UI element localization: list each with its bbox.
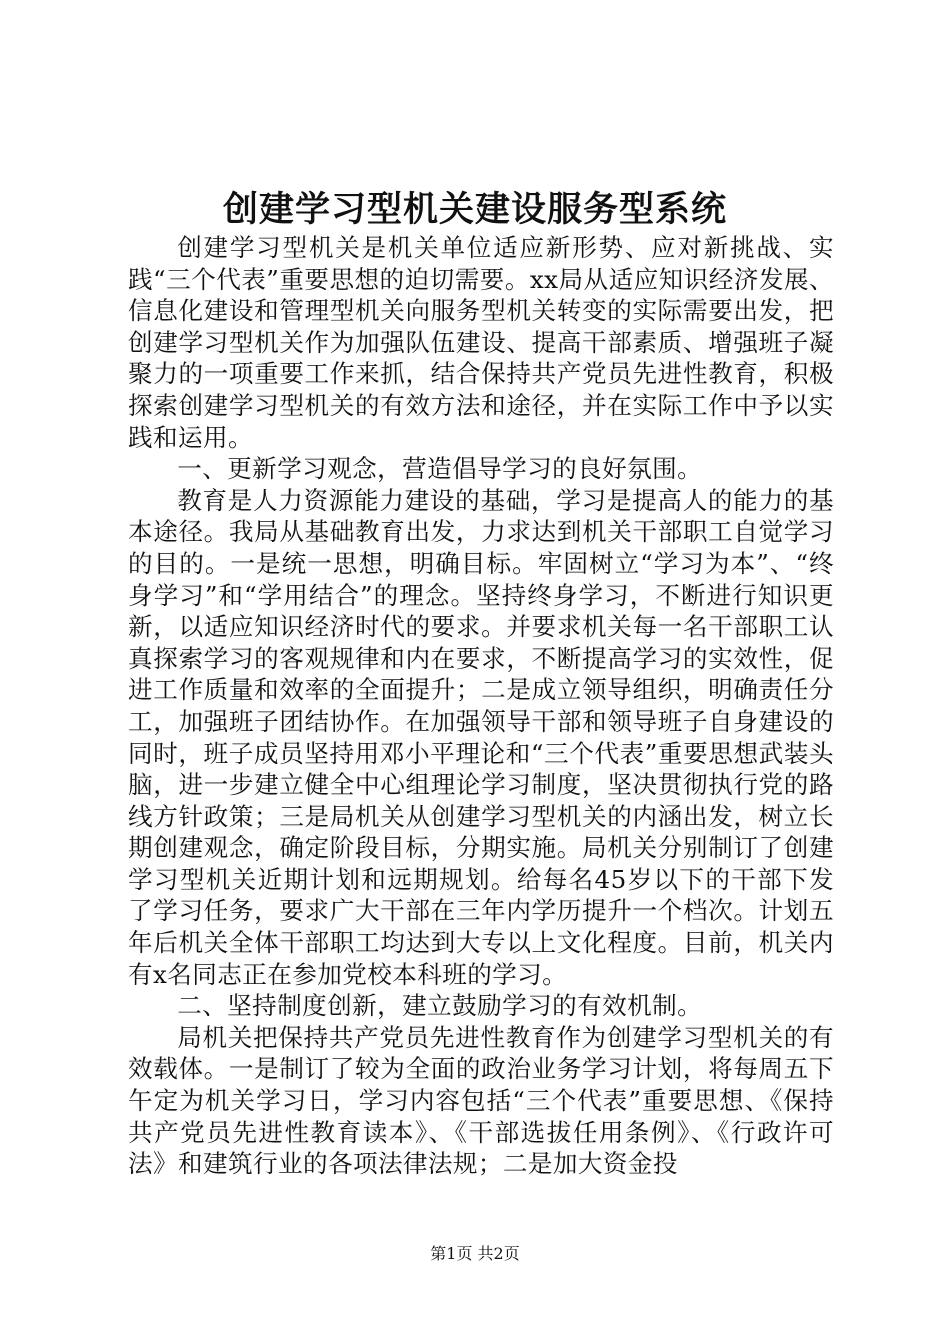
- paragraph-intro: 创建学习型机关是机关单位适应新形势、应对新挑战、实践“三个代表”重要思想的迫切需要。xx局从适应知识经济发展、信息化建设和管理型机关向服务型机关转变的实际需要出发，把创建学习型机关作为加强队伍建设、提高干部素质、增强班子凝聚力的一项重要工作来抓，结合保持共产党员先进性教育，积极探索创建学习型机关的有效方法和途径，并在实际工作中予以实践和运用。: [128, 233, 834, 452]
- paragraph-section-2: 局机关把保持共产党员先进性教育作为创建学习型机关的有效载体。一是制订了较为全面的政治业务学习计划，将每周五下午定为机关学习日，学习内容包括“三个代表”重要思想、《保持共产党员先进性教育读本》、《干部选拔任用条例》、《行政许可法》和建筑行业的各项法律法规；二是加大资金投: [128, 1022, 834, 1179]
- page-footer: 第1页 共2页: [430, 1244, 520, 1263]
- paragraph-section-1: 教育是人力资源能力建设的基础，学习是提高人的能力的基本途径。我局从基础教育出发，力求达到机关干部职工自觉学习的目的。一是统一思想，明确目标。牢固树立“学习为本”、“终身学习”和“学用结合”的理念。坚持终身学习，不断进行知识更新，以适应知识经济时代的要求。并要求机关每一名干部职工认真探索学习的客观规律和内在要求，不断提高学习的实效性，促进工作质量和效率的全面提升；二是成立领导组织，明确责任分工，加强班子团结协作。在加强领导干部和领导班子自身建设的同时，班子成员坚持用邓小平理论和“三个代表”重要思想武装头脑，进一步建立健全中心组理论学习制度，坚决贯彻执行党的路线方针政策；三是局机关从创建学习型机关的内涵出发，树立长期创建观念，确定阶段目标，分期实施。局机关分别制订了创建学习型机关近期计划和远期规划。给每名45岁以下的干部下发了学习任务，要求广大干部在三年内学历提升一个档次。计划五年后机关全体干部职工均达到大专以上文化程度。目前，机关内有x名同志正在参加党校本科班的学习。: [128, 485, 834, 989]
- document-title: 创建学习型机关建设服务型系统: [222, 189, 727, 230]
- document-body: [128, 232, 834, 1180]
- section-heading-2: 二、坚持制度创新，建立鼓励学习的有效机制。: [177, 991, 703, 1021]
- section-heading-1: 一、更新学习观念，营造倡导学习的良好氛围。: [177, 454, 703, 484]
